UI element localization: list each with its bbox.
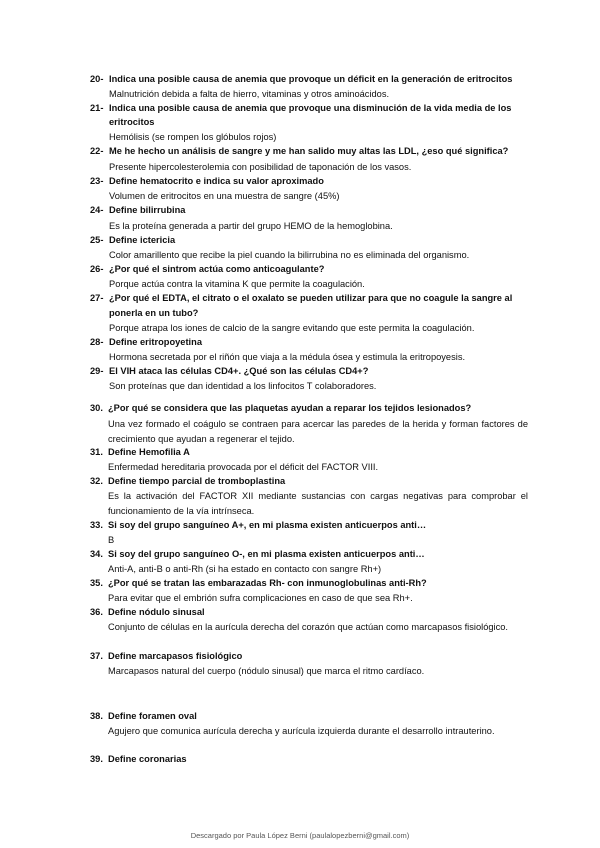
answer-text: Anti-A, anti-B o anti-Rh (si ha estado en contacto con sangre Rh+)	[108, 564, 382, 574]
answer-text: Malnutrición debida a falta de hierro, vitaminas y otros aminoácidos.	[109, 89, 390, 99]
question-number: 34.	[90, 549, 103, 559]
answer-text: B	[108, 535, 115, 545]
question-number: 36.	[90, 607, 103, 617]
answer-text: Conjunto de células en la aurícula derecha del corazón que actúan como marcapasos fisiológico.	[108, 622, 509, 632]
question-number: 20-	[90, 74, 104, 84]
question-number: 25-	[90, 235, 104, 245]
question-number: 23-	[90, 176, 104, 186]
question-number: 35.	[90, 578, 103, 588]
answer-text: Hormona secretada por el riñón que viaja a la médula ósea y estimula la eritropoyesis.	[109, 352, 466, 362]
question-text: Define coronarias	[108, 754, 187, 764]
question-number: 21-	[90, 103, 104, 113]
question-text: Define bilirrubina	[109, 205, 186, 215]
question-number: 32.	[90, 476, 103, 486]
question-number: 37.	[90, 651, 103, 661]
question-number: 38.	[90, 711, 103, 721]
question-number: 29-	[90, 366, 104, 376]
question-text: ¿Por qué el EDTA, el citrato o el oxalato se pueden utilizar para que no coagule la sangre al	[109, 293, 513, 303]
answer-text: Volumen de eritrocitos en una muestra de sangre (45%)	[109, 191, 340, 201]
answer-text: Porque atrapa los iones de calcio de la sangre evitando que este permita la coagulación.	[109, 323, 475, 333]
answer-text: Es la proteína generada a partir del grupo HEMO de la hemoglobina.	[109, 221, 393, 231]
question-text: Define ictericia	[109, 235, 176, 245]
question-text: Indica una posible causa de anemia que provoque una disminución de la vida media de los	[109, 103, 512, 113]
question-number: 22-	[90, 146, 104, 156]
answer-text: Agujero que comunica aurícula derecha y aurícula izquierda durante el desarrollo intrauterino.	[108, 726, 495, 736]
question-text: Indica una posible causa de anemia que provoque un déficit en la generación de eritrocitos	[109, 74, 513, 84]
question-text: Define nódulo sinusal	[108, 607, 205, 617]
question-text: Me he hecho un análisis de sangre y me han salido muy altas las LDL, ¿eso qué significa?	[109, 146, 509, 156]
question-number: 24-	[90, 205, 104, 215]
answer-text: Presente hipercolesterolemia con posibilidad de taponación de los vasos.	[109, 162, 412, 172]
question-text: ¿Por qué el sintrom actúa como anticoagulante?	[109, 264, 325, 274]
answer-text: Porque actúa contra la vitamina K que permite la coagulación.	[109, 279, 365, 289]
download-footer: Descargado por Paula López Berni (paulalopezberni@gmail.com)	[190, 831, 410, 840]
question-text: Si soy del grupo sanguíneo A+, en mi plasma existen anticuerpos anti…	[108, 520, 427, 530]
question-text: eritrocitos	[109, 117, 155, 127]
question-text: Si soy del grupo sanguíneo O-, en mi plasma existen anticuerpos anti…	[108, 549, 425, 559]
answer-text: Una vez formado el coágulo se contraen para acercar las paredes de la herida y forman factores de crecimiento que ayudan a regenerar el tejido.	[108, 419, 528, 444]
answer-text: Son proteínas que dan identidad a los linfocitos T colaboradores.	[109, 381, 377, 391]
question-text: ¿Por qué se considera que las plaquetas ayudan a reparar los tejidos lesionados?	[108, 403, 472, 413]
question-number: 27-	[90, 293, 104, 303]
question-number: 31.	[90, 447, 103, 457]
answer-text: Para evitar que el embrión sufra complicaciones en caso de que sea Rh+.	[108, 593, 413, 603]
question-text: ¿Por qué se tratan las embarazadas Rh- con inmunoglobulinas anti-Rh?	[108, 578, 427, 588]
question-text: Define Hemofilia A	[108, 447, 190, 457]
question-text: Define foramen oval	[108, 711, 197, 721]
question-number: 30.	[90, 403, 103, 413]
question-text: El VIH ataca las células CD4+. ¿Qué son las células CD4+?	[109, 366, 369, 376]
answer-text: Marcapasos natural del cuerpo (nódulo sinusal) que marca el ritmo cardíaco.	[108, 666, 425, 676]
question-text: Define eritropoyetina	[109, 337, 202, 347]
question-text: Define hematocrito e indica su valor aproximado	[109, 176, 324, 186]
question-number: 33.	[90, 520, 103, 530]
question-text: Define tiempo parcial de tromboplastina	[108, 476, 286, 486]
answer-text: Es la activación del FACTOR XII mediante sustancias con cargas negativas para comprobar el funcionamiento de la vía intrínseca.	[108, 491, 528, 516]
question-number: 28-	[90, 337, 104, 347]
answer-text: Color amarillento que recibe la piel cuando la bilirrubina no es eliminada del organismo.	[109, 250, 470, 260]
answer-text: Hemólisis (se rompen los glóbulos rojos)	[109, 132, 277, 142]
question-number: 39.	[90, 754, 103, 764]
question-number: 26-	[90, 264, 104, 274]
answer-text: Enfermedad hereditaria provocada por el déficit del FACTOR VIII.	[108, 462, 379, 472]
question-text: Define marcapasos fisiológico	[108, 651, 243, 661]
question-text: ponerla en un tubo?	[109, 308, 199, 318]
